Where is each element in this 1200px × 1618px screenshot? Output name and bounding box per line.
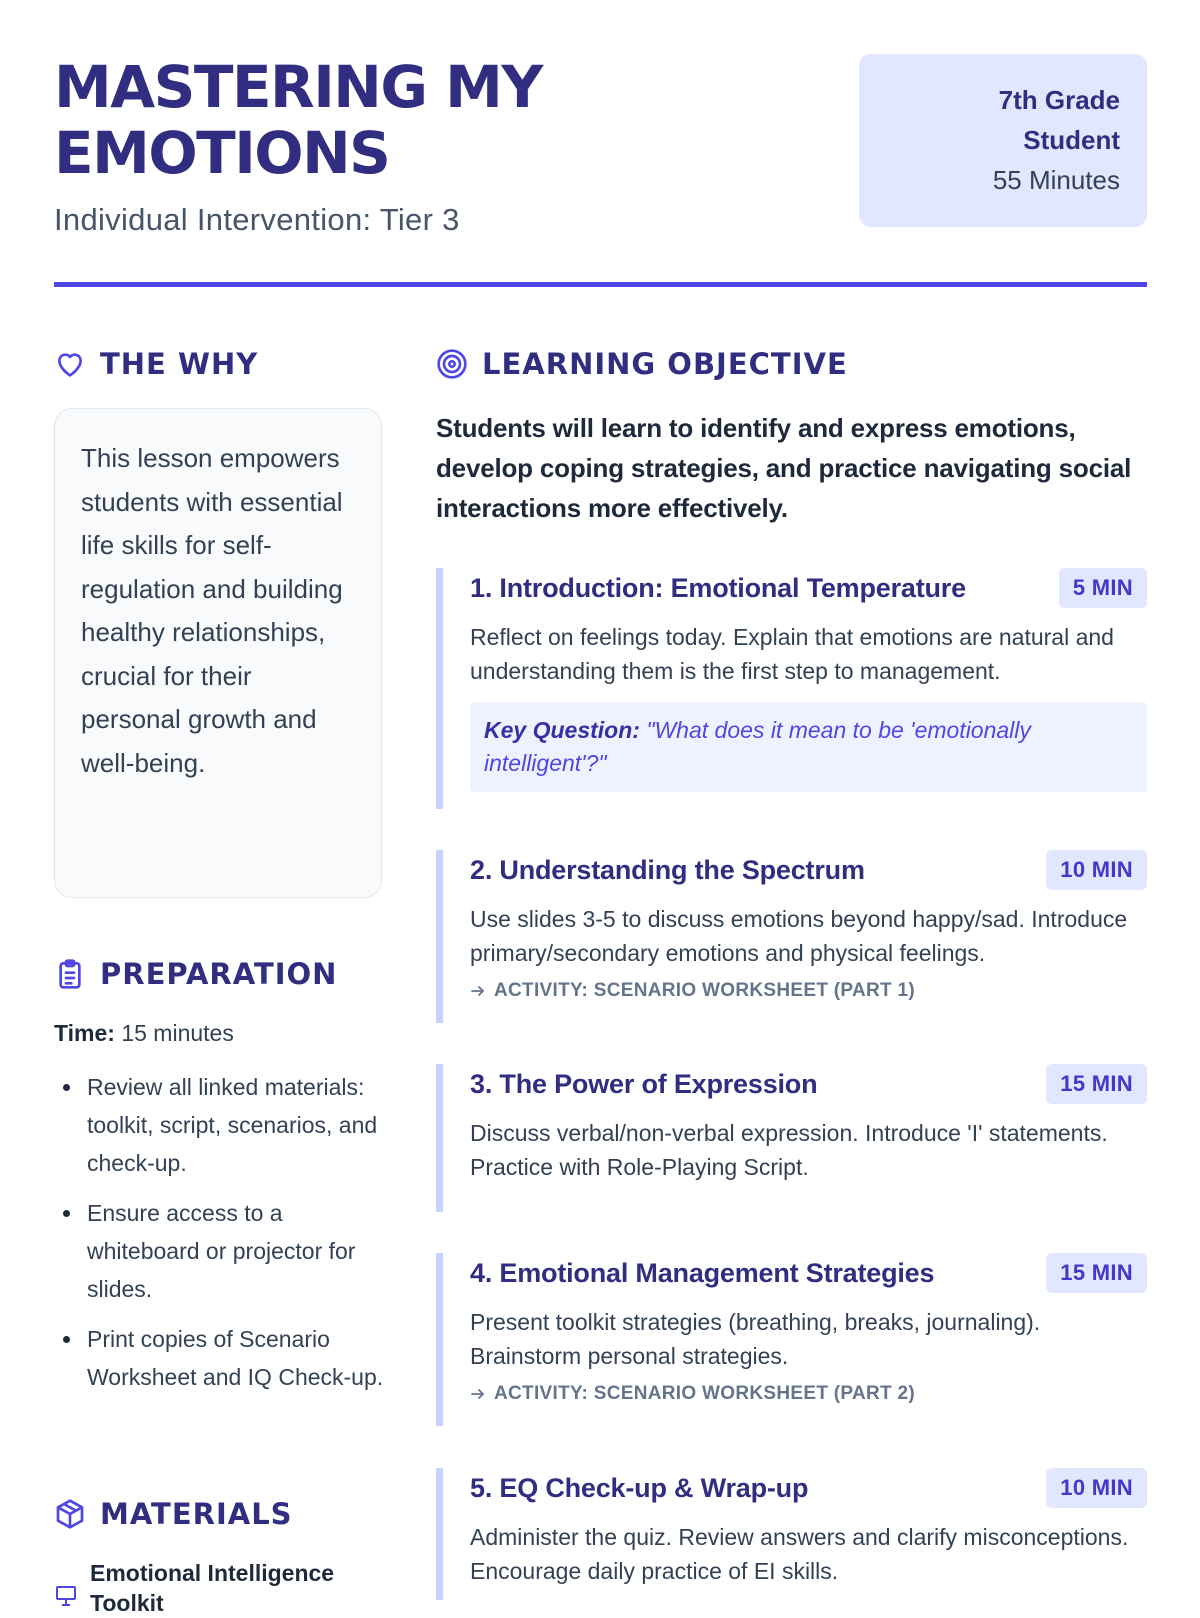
heart-icon [54, 348, 86, 380]
time-label: Time: [54, 1020, 115, 1046]
lesson-step [436, 568, 1147, 809]
step-description: Administer the quiz. Review answers and clarify misconceptions. Encourage daily practice of EI skills. [470, 1524, 1129, 1584]
step-description: Reflect on feelings today. Explain that emotions are natural and understanding them is the first step to management. [470, 624, 1114, 684]
time-badge: 5 MIN [1059, 568, 1147, 608]
step-description: Present toolkit strategies (breathing, breaks, journaling). Brainstorm personal strategies. [470, 1309, 1041, 1369]
lesson-meta-box [859, 54, 1147, 227]
step-title: 4. Emotional Management Strategies [470, 1257, 935, 1288]
step-title: 3. The Power of Expression [470, 1068, 818, 1099]
lesson-step [436, 1468, 1147, 1600]
objective-title: LEARNING OBJECTIVE [482, 347, 848, 381]
list-item: Ensure access to a whiteboard or projector for slides. [54, 1194, 394, 1308]
key-question-label: Key Question: [484, 717, 640, 743]
list-item: Review all linked materials: toolkit, script, scenarios, and check-up. [54, 1068, 394, 1182]
preparation-list [54, 1068, 394, 1408]
materials-heading [54, 1497, 293, 1531]
step-title: 5. EQ Check-up & Wrap-up [470, 1472, 809, 1503]
header-divider [54, 282, 1147, 287]
activity-link[interactable] [470, 1383, 1147, 1405]
list-item: Print copies of Scenario Worksheet and IQ Check-up. [54, 1320, 394, 1396]
step-description: Discuss verbal/non-verbal expression. Introduce 'I' statements. Practice with Role-Playing Script. [470, 1120, 1108, 1180]
time-badge: 15 MIN [1046, 1064, 1147, 1104]
page-subtitle: Individual Intervention: Tier 3 [54, 202, 460, 237]
preparation-title: PREPARATION [100, 957, 338, 991]
presentation-icon [54, 1584, 78, 1608]
why-heading [54, 347, 258, 381]
target-icon [436, 348, 468, 380]
box-icon [54, 1498, 86, 1530]
material-item[interactable] [54, 1558, 360, 1618]
step-title: 2. Understanding the Spectrum [470, 854, 865, 885]
material-label[interactable]: Emotional Intelligence Toolkit [90, 1560, 335, 1616]
why-title: THE WHY [100, 347, 259, 381]
objective-text: Students will learn to identify and express emotions, develop coping strategies, and practice navigating social interactions more effectively. [436, 413, 1132, 523]
time-badge: 10 MIN [1046, 850, 1147, 890]
preparation-heading [54, 957, 337, 991]
activity-label[interactable]: ACTIVITY: SCENARIO WORKSHEET (PART 2) [494, 1383, 916, 1404]
materials-title: MATERIALS [100, 1497, 293, 1531]
key-question-text: "What does it mean to be 'emotionally intelligent'?" [484, 717, 1031, 776]
step-description: Use slides 3-5 to discuss emotions beyond happy/sad. Introduce primary/secondary emotions and physical feelings. [470, 906, 1128, 966]
lesson-step [436, 1064, 1147, 1212]
objective-heading [436, 347, 848, 381]
activity-label[interactable]: ACTIVITY: SCENARIO WORKSHEET (PART 1) [494, 980, 916, 1001]
arrow-right-icon [470, 983, 486, 999]
step-title: 1. Introduction: Emotional Temperature [470, 572, 966, 603]
time-value: 15 minutes [121, 1020, 234, 1046]
lesson-step [436, 850, 1147, 1023]
key-question-box [470, 702, 1147, 792]
clipboard-icon [54, 958, 86, 990]
preparation-time [54, 1020, 234, 1047]
page-title: MASTERING MY EMOTIONS [54, 53, 542, 187]
duration-label: 55 Minutes [992, 165, 1120, 195]
activity-link[interactable] [470, 980, 1147, 1002]
arrow-right-icon [470, 1386, 486, 1402]
lesson-step [436, 1253, 1147, 1426]
why-card: This lesson empowers students with essential life skills for self-regulation and building healthy relationships, crucial for their personal growth and well-being. [54, 408, 382, 898]
page-header [54, 54, 1147, 286]
grade-label: 7th Grade Student [998, 85, 1120, 155]
time-badge: 10 MIN [1046, 1468, 1147, 1508]
time-badge: 15 MIN [1046, 1253, 1147, 1293]
